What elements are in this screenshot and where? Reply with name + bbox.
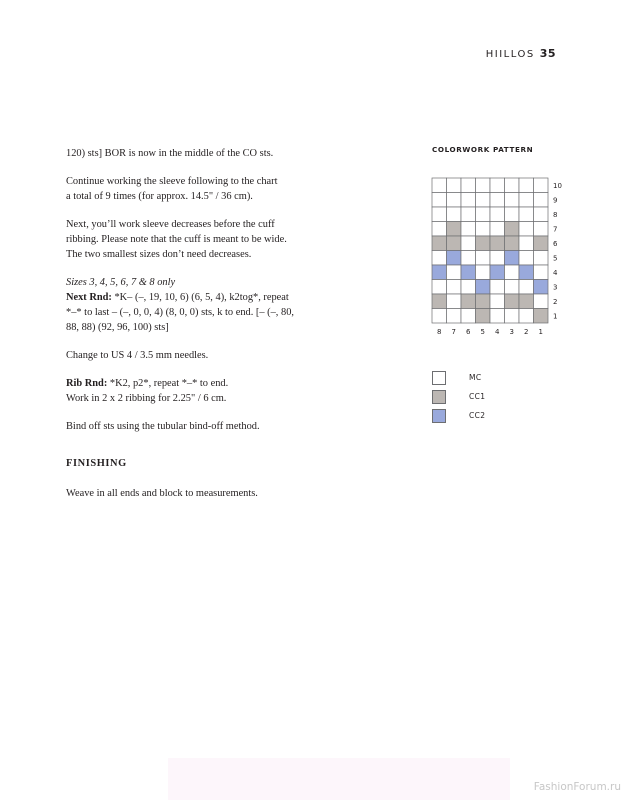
chart-cell — [476, 265, 491, 280]
chart-cell — [476, 294, 491, 309]
column-label: 8 — [437, 328, 442, 336]
footer-band — [168, 758, 510, 800]
watermark: FashionForum.ru — [533, 781, 621, 793]
chart-cell — [490, 207, 505, 222]
chart-cell — [461, 280, 476, 295]
chart-cell — [490, 193, 505, 208]
legend-label-cc2: CC2 — [469, 411, 486, 420]
chart-cell — [432, 193, 447, 208]
paragraph-chart-repeat: Continue working the sleeve following to the chart a total of 9 times (for approx. 14.5" / 36 cm). — [66, 176, 278, 202]
legend-swatch-cc1 — [432, 390, 446, 404]
chart-cell — [447, 207, 462, 222]
legend-item-mc — [432, 370, 485, 385]
chart-cell — [447, 236, 462, 251]
chart-cell — [447, 265, 462, 280]
chart-cell — [461, 236, 476, 251]
chart-cell — [519, 222, 534, 237]
chart-cell — [461, 294, 476, 309]
chart-cell — [432, 294, 447, 309]
column-label: 3 — [509, 328, 514, 336]
chart-cell — [505, 294, 520, 309]
chart-cell — [505, 251, 520, 266]
chart-cell — [519, 236, 534, 251]
row-label: 1 — [553, 312, 558, 321]
instructions-column — [66, 146, 326, 514]
chart-cell — [534, 193, 549, 208]
chart-cell — [461, 309, 476, 324]
column-label: 1 — [538, 328, 543, 336]
chart-cell — [432, 280, 447, 295]
rib-rnd-label: Rib Rnd: — [66, 378, 108, 389]
chart-cell — [447, 309, 462, 324]
chart-cell — [432, 265, 447, 280]
chart-cell — [490, 309, 505, 324]
chart-cell — [432, 236, 447, 251]
chart-cell — [432, 178, 447, 193]
chart-cell — [432, 309, 447, 324]
chart-cell — [490, 265, 505, 280]
paragraph-rib-rnd — [66, 376, 326, 406]
chart-cell — [476, 280, 491, 295]
chart-cell — [534, 280, 549, 295]
chart-cell — [490, 251, 505, 266]
next-rnd-label: Next Rnd: — [66, 292, 112, 303]
rib-rnd-text: *K2, p2*, repeat *–* to end. Work in 2 x 2 ribbing for 2.25" / 6 cm. — [66, 378, 229, 404]
chart-cell — [461, 207, 476, 222]
chart-cell — [519, 207, 534, 222]
chart-cell — [505, 280, 520, 295]
chart-cell — [461, 193, 476, 208]
chart-title: COLORWORK PATTERN — [432, 145, 534, 154]
paragraph-needle-change: Change to US 4 / 3.5 mm needles. — [66, 350, 209, 361]
chart-cell — [534, 178, 549, 193]
chart-cell — [476, 178, 491, 193]
chart-legend — [432, 370, 485, 427]
chart-cell — [519, 309, 534, 324]
row-label: 6 — [553, 239, 558, 248]
legend-item-cc2 — [432, 408, 485, 423]
paragraph-decreases-intro: Next, you’ll work sleeve decreases before the cuff ribbing. Please note that the cuff is meant to be wide. The two smallest sizes don’t need decreases. — [66, 219, 287, 260]
running-head-title: HIILLOS — [485, 49, 535, 60]
paragraph-bind-off: Bind off sts using the tubular bind-off method. — [66, 421, 260, 432]
chart-cell — [447, 251, 462, 266]
paragraph-next-rnd — [66, 275, 326, 335]
row-label: 5 — [553, 254, 558, 263]
chart-cell — [447, 222, 462, 237]
chart-cell — [461, 251, 476, 266]
chart-cell — [461, 178, 476, 193]
chart-cell — [476, 193, 491, 208]
legend-label-mc: MC — [469, 373, 482, 382]
chart-cell — [534, 309, 549, 324]
chart-cell — [519, 280, 534, 295]
chart-cell — [490, 222, 505, 237]
column-label: 4 — [495, 328, 500, 336]
chart-cell — [490, 294, 505, 309]
running-head — [486, 47, 556, 60]
chart-cell — [476, 309, 491, 324]
row-label: 10 — [553, 181, 562, 190]
chart-cell — [447, 294, 462, 309]
chart-cell — [534, 251, 549, 266]
chart-cell — [505, 236, 520, 251]
next-rnd-text: *K– (–, 19, 10, 6) (6, 5, 4), k2tog*, repeat *–* to last – (–, 0, 0, 4) (8, 0, 0) sts, k to end. [– (–, 80, 88, 88) (92, 96, 100) sts] — [66, 292, 294, 333]
row-label: 7 — [553, 225, 558, 234]
colorwork-chart — [420, 168, 570, 340]
chart-cell — [519, 251, 534, 266]
finishing-heading: FINISHING — [66, 458, 127, 469]
column-label: 5 — [480, 328, 485, 336]
chart-cell — [505, 222, 520, 237]
chart-cell — [505, 207, 520, 222]
chart-cell — [447, 178, 462, 193]
legend-swatch-cc2 — [432, 409, 446, 423]
chart-cell — [476, 236, 491, 251]
chart-cell — [447, 193, 462, 208]
legend-item-cc1 — [432, 389, 485, 404]
column-label: 6 — [466, 328, 471, 336]
chart-cell — [519, 265, 534, 280]
chart-cell — [476, 207, 491, 222]
column-label: 7 — [451, 328, 456, 336]
column-label: 2 — [524, 328, 529, 336]
row-label: 3 — [553, 283, 558, 292]
chart-cell — [476, 251, 491, 266]
chart-cell — [432, 222, 447, 237]
chart-cell — [534, 236, 549, 251]
paragraph-finishing: Weave in all ends and block to measurements. — [66, 488, 258, 499]
chart-cell — [534, 294, 549, 309]
chart-cell — [534, 265, 549, 280]
chart-cell — [519, 193, 534, 208]
chart-cell — [519, 294, 534, 309]
chart-cell — [490, 236, 505, 251]
chart-cell — [432, 251, 447, 266]
legend-swatch-mc — [432, 371, 446, 385]
chart-cell — [534, 207, 549, 222]
chart-cell — [505, 309, 520, 324]
legend-label-cc1: CC1 — [469, 392, 486, 401]
chart-cell — [490, 280, 505, 295]
chart-cell — [534, 222, 549, 237]
chart-cell — [505, 178, 520, 193]
row-label: 8 — [553, 210, 558, 219]
chart-cell — [505, 193, 520, 208]
chart-cell — [461, 222, 476, 237]
chart-cell — [505, 265, 520, 280]
chart-cell — [519, 178, 534, 193]
paragraph-bor: 120) sts] BOR is now in the middle of the CO sts. — [66, 148, 274, 159]
sizes-note: Sizes 3, 4, 5, 6, 7 & 8 only — [66, 277, 176, 288]
row-label: 2 — [553, 297, 558, 306]
chart-cell — [447, 280, 462, 295]
chart-cell — [476, 222, 491, 237]
row-label: 4 — [553, 268, 558, 277]
chart-cell — [461, 265, 476, 280]
chart-cell — [490, 178, 505, 193]
chart-cell — [432, 207, 447, 222]
page-number: 35 — [539, 47, 556, 60]
row-label: 9 — [553, 196, 558, 205]
